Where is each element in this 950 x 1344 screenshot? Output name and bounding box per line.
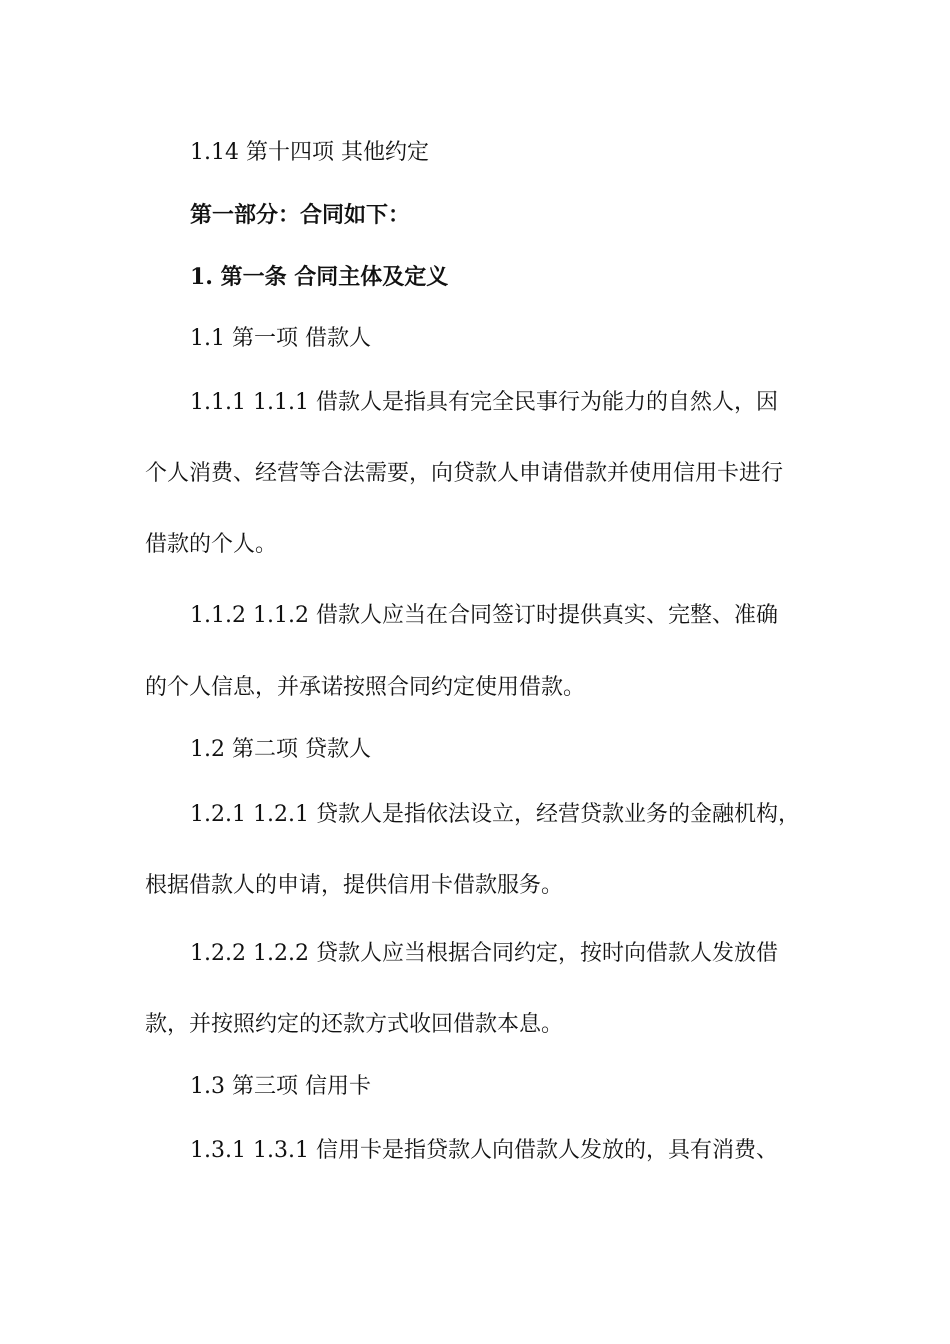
- article-1-heading: 1. 第一条 合同主体及定义: [190, 264, 449, 290]
- clause-1-14-heading: 1.14 第十四项 其他约定: [190, 140, 429, 165]
- paragraph-line: 1.1.2 1.1.2 借款人应当在合同签订时提供真实、完整、准确: [190, 603, 778, 628]
- paragraph-line: 款，并按照约定的还款方式收回借款本息。: [145, 1012, 564, 1037]
- part-one-heading: 第一部分：合同如下：: [190, 202, 411, 228]
- clause-1-1-heading: 1.1 第一项 借款人: [190, 326, 371, 351]
- clause-1-2-heading: 1.2 第二项 贷款人: [190, 737, 371, 762]
- paragraph-line: 1.3.1 1.3.1 信用卡是指贷款人向借款人发放的，具有消费、: [190, 1138, 778, 1163]
- paragraph-line: 个人消费、经营等合法需要，向贷款人申请借款并使用信用卡进行: [145, 461, 784, 486]
- paragraph-line: 1.2.1 1.2.1 贷款人是指依法设立，经营贷款业务的金融机构，: [190, 802, 800, 827]
- paragraph-line: 1.1.1 1.1.1 借款人是指具有完全民事行为能力的自然人，因: [190, 390, 778, 415]
- paragraph-line: 根据借款人的申请，提供信用卡借款服务。: [145, 873, 564, 898]
- clause-1-3-heading: 1.3 第三项 信用卡: [190, 1074, 371, 1099]
- paragraph-line: 借款的个人。: [145, 532, 278, 557]
- paragraph-line: 1.2.2 1.2.2 贷款人应当根据合同约定，按时向借款人发放借: [190, 941, 778, 966]
- paragraph-line: 的个人信息，并承诺按照合同约定使用借款。: [145, 675, 586, 700]
